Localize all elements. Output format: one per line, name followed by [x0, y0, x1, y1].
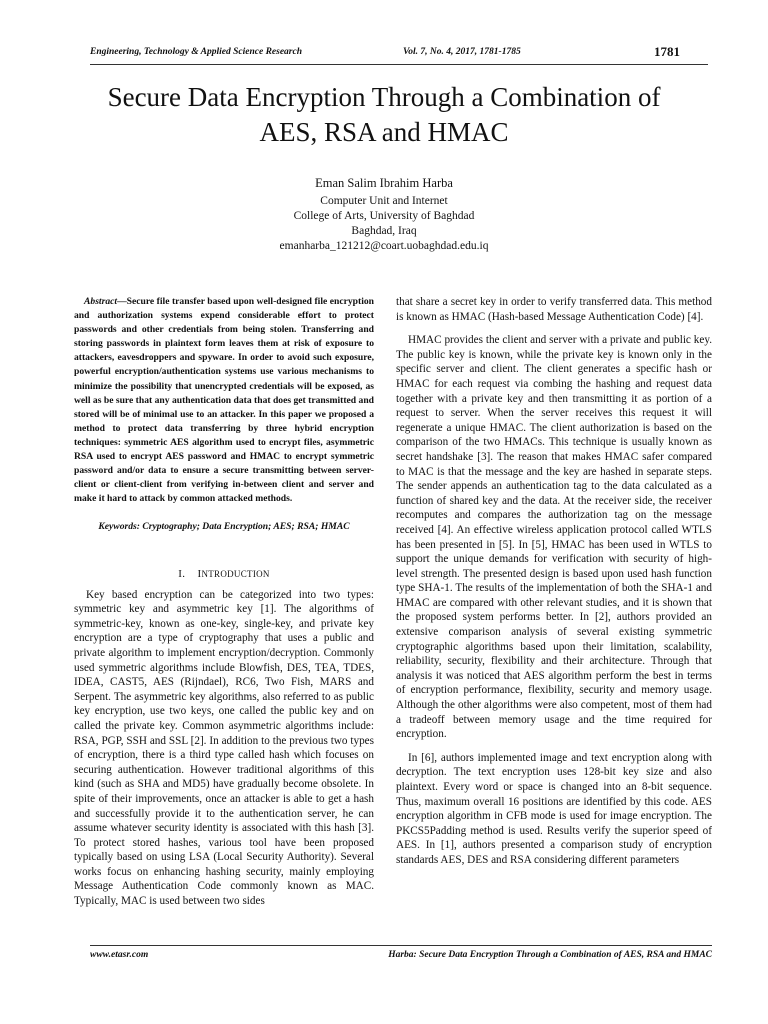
section-title-initial: I	[197, 568, 202, 580]
page-number: 1781	[654, 44, 680, 59]
paragraph-left-1: Key based encryption can be categorized into two types: symmetric key and asymmetric key [1]. The algorithms of symmetric-key, known as one-key, single-key, and private key encryption are a type of cryptography that uses a public and private algorithm to implement encryption/decryption. Commonly used symmetric algorithms include Blowfish, DES, TEA, TDES, IDEA, CAST5, AES (Rijndael), RC6, Two Fish, MARS and Serpent. The asymmetric key algorithms, also referred to as public key encryption, use two keys, one called the public key and on called the private key. Common asymmetric algorithms include: RSA, PGP, SSH and SSL [2]. In addition to the previous two types of encryption, there is a third type called hash which focuses on securing authentication. However traditional algorithms of this kind (such as SHA and MD5) have gradually become obsolete. In spite of their improvements, once an attacker is able to get a hash and successfully provide it to the authentication server, he can assume whatever security identity is associated with this hash [3]. To protect stored hashes, various tool have been proposed typically based on using LSA (Local Security Authority). Several works focus on enhancing hashing security, mainly employing Message Authentication Code commonly known as MAC. Typically, MAC is used between two sides	[74, 588, 374, 908]
footer-url: www.etasr.com	[90, 950, 149, 960]
abstract-label: Abstract	[84, 296, 118, 307]
author-name: Eman Salim Ibrahim Harba	[315, 176, 453, 190]
affiliation-line-1: Computer Unit and Internet	[320, 195, 448, 207]
section-number: I.	[178, 568, 186, 580]
paragraph-right-3: In [6], authors implemented image and text encryption along with decryption. The text encryption uses 128-bit key size and also plaintext. Every word or space is changed into an 8-bit sequence. Thus, maximum overall 16 positions are identified by this code. AES encryption algorithm in CFB mode is used for image encryption. The PKCS5Padding method is used. Results verify the superior speed of AES. In [1], authors presented a comparison study of encryption standards AES, DES and RSA considering different parameters	[396, 751, 712, 866]
journal-name: Engineering, Technology & Applied Science Research	[90, 47, 302, 57]
page-footer	[90, 945, 712, 960]
page-header	[90, 44, 708, 65]
abstract-text: —Secure file transfer based upon well-designed file encryption and authorization systems expend considerable effort to protect passwords and other credentials from being stolen. Transferring and storing passwords in plaintext form leaves them at risk of exposure to attackers, eavesdroppers and spyware. In order to avoid such exposure, powerful encryption/authentication systems use various mechanisms to minimize the possibility that unencrypted credentials will be exposed, as well as be sure that any authentication data that does get transmitted and stored will be of minimal use to an attacker. In this paper we proposed a method to protect data transferring by three hybrid encryption techniques: symmetric AES algorithm used to encrypt files, asymmetric RSA used to encrypt AES password and HMAC to encrypt symmetric password and/or data to ensure a secure transmitting between server-client or client-client from verifying in-between client and server and make it hard to attack by common attacked methods.	[74, 296, 374, 505]
section-title-rest: NTRODUCTION	[201, 569, 270, 579]
affiliation	[0, 194, 768, 254]
left-column	[74, 295, 374, 915]
paper-title	[0, 80, 768, 150]
affiliation-line-2: College of Arts, University of Baghdad	[293, 210, 475, 222]
affiliation-line-3: Baghdad, Iraq	[351, 225, 417, 237]
section-heading	[74, 567, 374, 582]
title-line-1: Secure Data Encryption Through a Combination of	[107, 82, 661, 112]
keywords: Keywords: Cryptography; Data Encryption; AES; RSA; HMAC	[98, 521, 350, 533]
right-column	[396, 295, 712, 874]
volume-info: Vol. 7, No. 4, 2017, 1781-1785	[403, 47, 521, 57]
abstract	[74, 295, 374, 506]
paragraph-right-1: that share a secret key in order to verify transferred data. This method is known as HMAC (Hash-based Message Authentication Code) [4].	[396, 296, 712, 323]
title-line-2: AES, RSA and HMAC	[259, 117, 509, 147]
paragraph-right-2: HMAC provides the client and server with a private and public key. The public key is known, while the private key is known only in the specific server and client. The client generates a specific hash or HMAC for each request via combing the hashing and request data together with a private key and then transmitting it as portion of a request to server. When the server receives this request it will regenerate a unique HMAC. The client authorization is based on the comparison of the two HMACs. This technique is usually known as secret handshake [3]. The reason that makes HMAC safer compared to MAC is that the message and the key are hashed in separate steps. The sender appends an authentication tag to the data calculated as a function of shared key and the data. At the receiver side, the receiver recomputes and compares the authorization tag on the message received [4]. An effective wireless application protocol called WTLS has been presented in [5]. In [5], HMAC has been used in WTLS to support the unique demands for verification with security of high-level strength. The presented design is based upon used hash function type SHA-1. The results of the implementation of both the SHA-1 and HMAC are compared with other relevant studies, and it is shown that the proposed system performs better. In [2], authors provided an extensive comparison analysis of several existing symmetric cryptographic algorithms based upon their limitation, scalability, reliability, security, flexibility and their architecture. Through that analysis it was noticed that AES algorithm perform the best in terms of encryption performance, flexibility, security and memory usage. Although the other algorithms were also competent, most of them had a tradeoff between memory usage and the time required for encryption.	[396, 334, 712, 741]
author-email: emanharba_121212@coart.uobaghdad.edu.iq	[279, 240, 489, 252]
running-head: Harba: Secure Data Encryption Through a Combination of AES, RSA and HMAC	[388, 950, 712, 960]
